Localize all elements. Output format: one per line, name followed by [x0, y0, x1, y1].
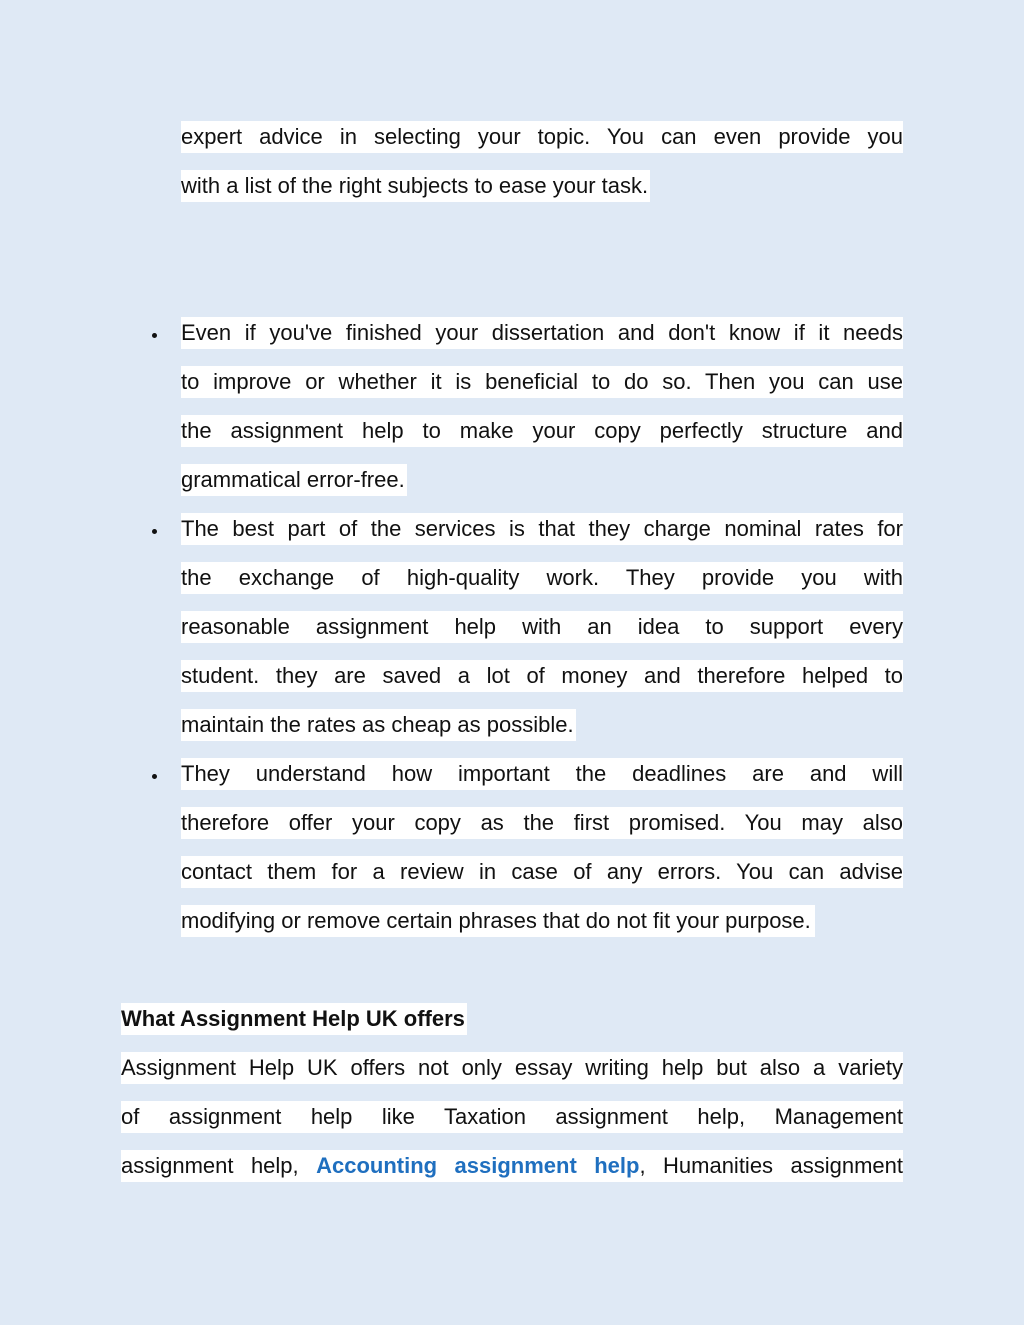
bullet-line: the assignment help to make your copy perfectly structure and: [181, 415, 903, 447]
bullet-line: maintain the rates as cheap as possible.: [181, 709, 576, 741]
bullet-line: reasonable assignment help with an idea to support every: [181, 611, 903, 643]
section-heading: What Assignment Help UK offers: [121, 1003, 467, 1035]
bullet-icon: [150, 772, 160, 782]
bullet-line: They understand how important the deadlines are and will: [181, 758, 903, 790]
bullet-icon: [150, 527, 160, 537]
section-text: , Humanities assignment: [639, 1153, 903, 1178]
intro-line: with a list of the right subjects to ease your task.: [181, 170, 650, 202]
bullet-line: student. they are saved a lot of money and therefore helped to: [181, 660, 903, 692]
bullet-line: contact them for a review in case of any errors. You can advise: [181, 856, 903, 888]
accounting-assignment-help-link[interactable]: Accounting assignment help: [316, 1153, 640, 1178]
bullet-line: The best part of the services is that they charge nominal rates for: [181, 513, 903, 545]
bullet-line: to improve or whether it is beneficial to do so. Then you can use: [181, 366, 903, 398]
bullet-line: Even if you've finished your dissertation and don't know if it needs: [181, 317, 903, 349]
bullet-icon: [150, 331, 160, 341]
bullet-line: therefore offer your copy as the first promised. You may also: [181, 807, 903, 839]
bullet-line: grammatical error-free.: [181, 464, 407, 496]
intro-line: expert advice in selecting your topic. You can even provide you: [181, 121, 903, 153]
section-text: assignment help,: [121, 1153, 317, 1178]
bullet-line: modifying or remove certain phrases that do not fit your purpose.: [181, 905, 815, 937]
section-line: Assignment Help UK offers not only essay writing help but also a variety: [121, 1052, 903, 1084]
bullet-line: the exchange of high-quality work. They provide you with: [181, 562, 903, 594]
section-line: of assignment help like Taxation assignment help, Management: [121, 1101, 903, 1133]
section-line-with-link: [121, 1150, 903, 1182]
